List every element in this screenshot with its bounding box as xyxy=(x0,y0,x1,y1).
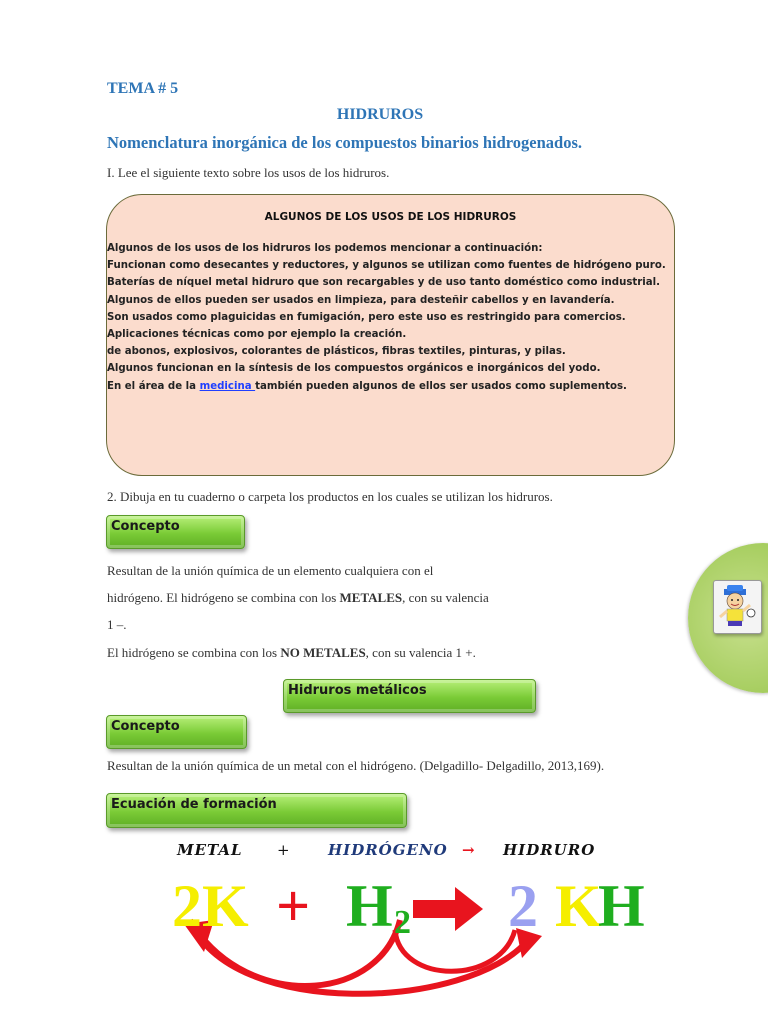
instruction-1: I. Lee el siguiente texto sobre los usos de los hidruros. xyxy=(107,165,390,180)
concepto-1-line3: 1 –. xyxy=(107,617,127,632)
medicina-link[interactable]: medicina xyxy=(199,380,256,392)
eq-word-plus: + xyxy=(277,841,291,859)
metales-bold: METALES xyxy=(339,590,403,605)
uses-line: Algunos funcionan en la síntesis de los compuestos orgánicos e inorgánicos del yodo. xyxy=(107,363,601,375)
cartoon-icon xyxy=(713,580,762,634)
uses-line: Son usados como plaguicidas en fumigación, pero este uso es restringido para comercios. xyxy=(107,311,626,323)
ecuacion-label: Ecuación de formación xyxy=(106,793,407,828)
uses-line: de abonos, explosivos, colorantes de plásticos, fibras textiles, pinturas, y pilas. xyxy=(107,346,566,358)
line2-suffix: , con su valencia xyxy=(402,590,489,605)
concepto-1-line4 xyxy=(107,645,476,661)
concepto-1-line2 xyxy=(107,590,489,606)
line4-suffix: , con su valencia 1 +. xyxy=(365,645,476,660)
page-title: HIDRUROS xyxy=(336,106,424,123)
uses-line-suffix: también pueden algunos de ellos ser usados como suplementos. xyxy=(255,380,627,392)
eq-word-hidrogeno: HIDRÓGENO xyxy=(328,841,448,859)
uses-line: Algunos de ellos pueden ser usados en limpieza, para desteñir cabellos y en lavandería. xyxy=(107,294,615,306)
concepto-label-1: Concepto xyxy=(106,515,245,549)
hidruros-metalicos-label: Hidruros metálicos xyxy=(283,679,536,713)
uses-line-last xyxy=(107,378,666,395)
uses-box-title: ALGUNOS DE LOS USOS DE LOS HIDRUROS xyxy=(264,211,517,223)
uses-line: Algunos de los usos de los hidruros los podemos mencionar a continuación: xyxy=(107,243,543,254)
uses-line: Funcionan como desecantes y reductores, y algunos se utilizan como fuentes de hidrógeno puro. xyxy=(107,260,666,272)
uses-box-text xyxy=(107,240,666,395)
reaction-hh: H xyxy=(598,873,645,939)
concepto-2-text: Resultan de la unión química de un metal con el hidrógeno. (Delgadillo- Delgadillo, 2013,169). xyxy=(107,758,605,773)
reaction-k: K xyxy=(555,873,602,939)
page-subtitle: Nomenclatura inorgánica de los compuestos binarios hidrogenados. xyxy=(107,133,583,152)
eq-word-metal: METAL xyxy=(177,841,243,859)
reaction-plus: + xyxy=(276,873,311,939)
instruction-2: 2. Dibuja en tu cuaderno o carpeta los productos en los cuales se utilizan los hidruros. xyxy=(107,489,553,504)
tema-number: TEMA # 5 xyxy=(107,80,179,97)
reaction-h: H xyxy=(346,873,393,939)
eq-word-hidruro: HIDRURO xyxy=(503,841,596,859)
reaction-2k: 2K xyxy=(172,873,249,939)
eq-word-arrow: → xyxy=(462,841,476,859)
uses-line-prefix: En el área de la xyxy=(107,380,200,392)
concepto-1-line1: Resultan de la unión química de un elemento cualquiera con el xyxy=(107,563,434,578)
concepto-label-2: Concepto xyxy=(106,715,247,749)
uses-line: Aplicaciones técnicas como por ejemplo la creación. xyxy=(107,329,407,341)
reaction-coef-product: 2 xyxy=(508,873,538,939)
no-metales-bold: NO METALES xyxy=(280,645,366,660)
reaction-arrow-icon xyxy=(413,887,483,931)
line4-prefix: El hidrógeno se combina con los xyxy=(107,645,281,660)
line2-prefix: hidrógeno. El hidrógeno se combina con los xyxy=(107,590,340,605)
reaction-h-subscript: 2 xyxy=(394,904,411,941)
uses-line: Baterías de níquel metal hidruro que son recargables y de uso tanto doméstico como industrial. xyxy=(107,277,661,289)
uses-box xyxy=(106,194,675,476)
